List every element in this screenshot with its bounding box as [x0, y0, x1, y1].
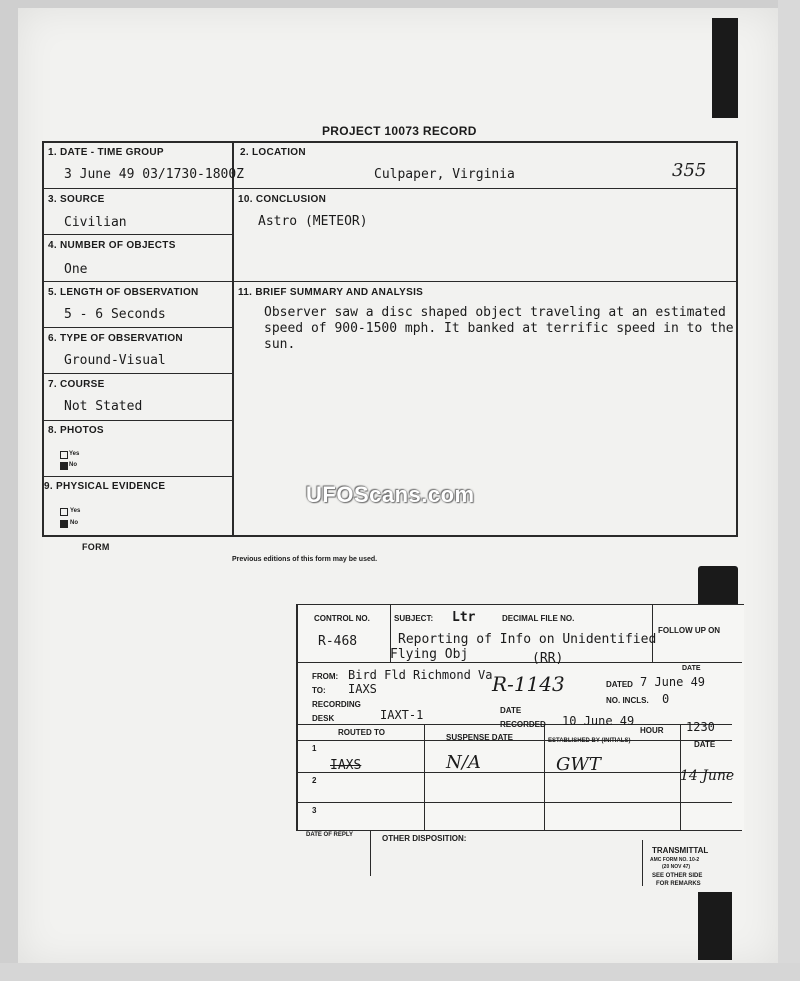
transmittal-date: (20 NOV 47) — [662, 864, 691, 870]
physical-evidence-no-label: No — [70, 520, 78, 526]
source-value: Civilian — [64, 215, 127, 230]
slip-col-transmittal — [642, 840, 643, 886]
scan-edge-right — [778, 0, 800, 981]
routing-row-1-initials: GWT — [556, 754, 601, 775]
slip-col-reply — [370, 830, 371, 876]
row-divider-3 — [42, 281, 738, 282]
routing-row-2-num: 2 — [312, 776, 317, 785]
slip-divider-4 — [296, 772, 732, 773]
transmittal-title: TRANSMITTAL — [652, 846, 709, 855]
handwritten-ref-number: 355 — [672, 160, 707, 181]
photos-no-checkbox — [60, 462, 68, 470]
slip-col-routing-1 — [424, 724, 425, 830]
form-footer-label: FORM — [82, 542, 110, 552]
from-value: Bird Fld Richmond Va — [348, 668, 493, 682]
source-label: 3. SOURCE — [48, 194, 105, 205]
follow-up-label: FOLLOW UP ON — [658, 626, 721, 635]
length-of-observation-value: 5 - 6 Seconds — [64, 307, 166, 322]
routing-header-suspense: SUSPENSE DATE — [446, 733, 513, 742]
photos-no-label: No — [69, 462, 77, 468]
decimal-file-label: DECIMAL FILE NO. — [502, 614, 575, 623]
location-label: 2. LOCATION — [240, 147, 306, 158]
form-border-left — [42, 141, 44, 537]
routing-header-date: DATE — [694, 740, 716, 749]
row-divider-1 — [42, 188, 738, 189]
slip-divider-1 — [296, 662, 742, 663]
date-time-group-value: 3 June 49 03/1730-1800Z — [64, 167, 245, 182]
no-incls-value: 0 — [662, 692, 670, 706]
type-of-observation-value: Ground-Visual — [64, 353, 166, 368]
summary-line-3: sun. — [264, 337, 296, 352]
for-remarks: FOR REMARKS — [656, 881, 701, 887]
form-border-right — [736, 141, 738, 537]
routing-header-routed-to: ROUTED TO — [338, 728, 385, 737]
form-border-top — [42, 141, 738, 143]
dated-label: DATED — [606, 680, 633, 689]
summary-line-2: speed of 900-1500 mph. It banked at terrific speed in to the — [264, 321, 734, 336]
photos-yes-label: Yes — [69, 451, 80, 457]
row-divider-2 — [42, 234, 232, 235]
no-incls-label: NO. INCLS. — [606, 696, 649, 705]
summary-line-1: Observer saw a disc shaped object traveling at an estimated — [264, 305, 726, 320]
physical-evidence-yes-checkbox — [60, 508, 68, 516]
routing-row-1-to: IAXS — [330, 758, 362, 773]
form-column-divider — [232, 141, 234, 537]
watermark: UFOScans.com — [306, 482, 475, 507]
handwritten-routing-ref: R-1143 — [492, 672, 565, 696]
subject-label: SUBJECT: — [394, 614, 434, 623]
subject-line-2: Reporting of Info on Unidentified — [398, 632, 657, 647]
routing-row-3-num: 3 — [312, 806, 317, 815]
photos-label: 8. PHOTOS — [48, 425, 104, 436]
to-value: IAXS — [348, 682, 377, 696]
routing-row-1-suspense: N/A — [446, 752, 481, 773]
row-divider-5 — [42, 373, 232, 374]
recorded-label: RECORDED — [500, 720, 546, 729]
physical-evidence-no-checkbox — [60, 520, 68, 528]
subject-tag: (RR) — [532, 651, 564, 666]
conclusion-label: 10. CONCLUSION — [238, 194, 327, 205]
hour-value: 1230 — [686, 720, 715, 734]
subject-line-3: Flying Obj — [390, 647, 469, 662]
record-title: PROJECT 10073 RECORD — [322, 124, 477, 138]
slip-divider-3 — [296, 740, 732, 741]
number-of-objects-label: 4. NUMBER OF OBJECTS — [48, 240, 176, 251]
see-other-side: SEE OTHER SIDE — [652, 873, 703, 879]
desk-label: DESK — [312, 714, 335, 723]
form-footer-note: Previous editions of this form may be used. — [232, 556, 378, 563]
date-of-reply-label: DATE OF REPLY — [306, 832, 354, 838]
routing-row-1-num: 1 — [312, 744, 317, 753]
conclusion-value: Astro (METEOR) — [258, 214, 368, 229]
transmittal-form: AMC FORM NO. 10-2 — [650, 857, 700, 863]
binder-mark-bottom — [698, 892, 732, 960]
recording-date-label: DATE — [500, 706, 522, 715]
subject-line-1: Ltr — [452, 610, 476, 625]
course-label: 7. COURSE — [48, 379, 105, 390]
photos-yes-checkbox — [60, 451, 68, 459]
course-value: Not Stated — [64, 399, 143, 414]
length-of-observation-label: 5. LENGTH OF OBSERVATION — [48, 287, 199, 298]
scan-edge-bottom — [0, 963, 800, 981]
dated-value: 7 June 49 — [640, 675, 706, 689]
routing-row-1-date: 14 June — [680, 768, 735, 784]
row-divider-4 — [42, 327, 232, 328]
other-disposition-label: OTHER DISPOSITION: — [382, 834, 467, 843]
binder-mark-top — [712, 18, 738, 118]
slip-divider-6 — [296, 830, 742, 831]
row-divider-6 — [42, 420, 232, 421]
to-label: TO: — [312, 686, 326, 695]
hour-label: HOUR — [640, 726, 664, 735]
form-border-bottom — [42, 535, 738, 537]
slip-col-routing-2 — [544, 724, 545, 830]
control-no-value: R-468 — [318, 634, 358, 649]
follow-up-date-label: DATE — [682, 665, 701, 672]
type-of-observation-label: 6. TYPE OF OBSERVATION — [48, 333, 183, 344]
physical-evidence-yes-label: Yes — [70, 508, 81, 514]
from-label: FROM: — [312, 672, 339, 681]
summary-label: 11. BRIEF SUMMARY AND ANALYSIS — [238, 287, 424, 298]
desk-value: IAXT-1 — [380, 708, 424, 722]
number-of-objects-value: One — [64, 262, 88, 277]
location-value: Culpaper, Virginia — [374, 167, 515, 182]
routing-header-established: ESTABLISHED BY (INITIALS) — [548, 738, 631, 744]
control-no-label: CONTROL NO. — [314, 614, 370, 623]
physical-evidence-label: 9. PHYSICAL EVIDENCE — [44, 481, 166, 492]
row-divider-7 — [42, 476, 232, 477]
recording-label: RECORDING — [312, 700, 361, 709]
date-time-group-label: 1. DATE - TIME GROUP — [48, 147, 164, 158]
slip-divider-5 — [296, 802, 732, 803]
recorded-value: 10 June 49 — [562, 714, 635, 728]
